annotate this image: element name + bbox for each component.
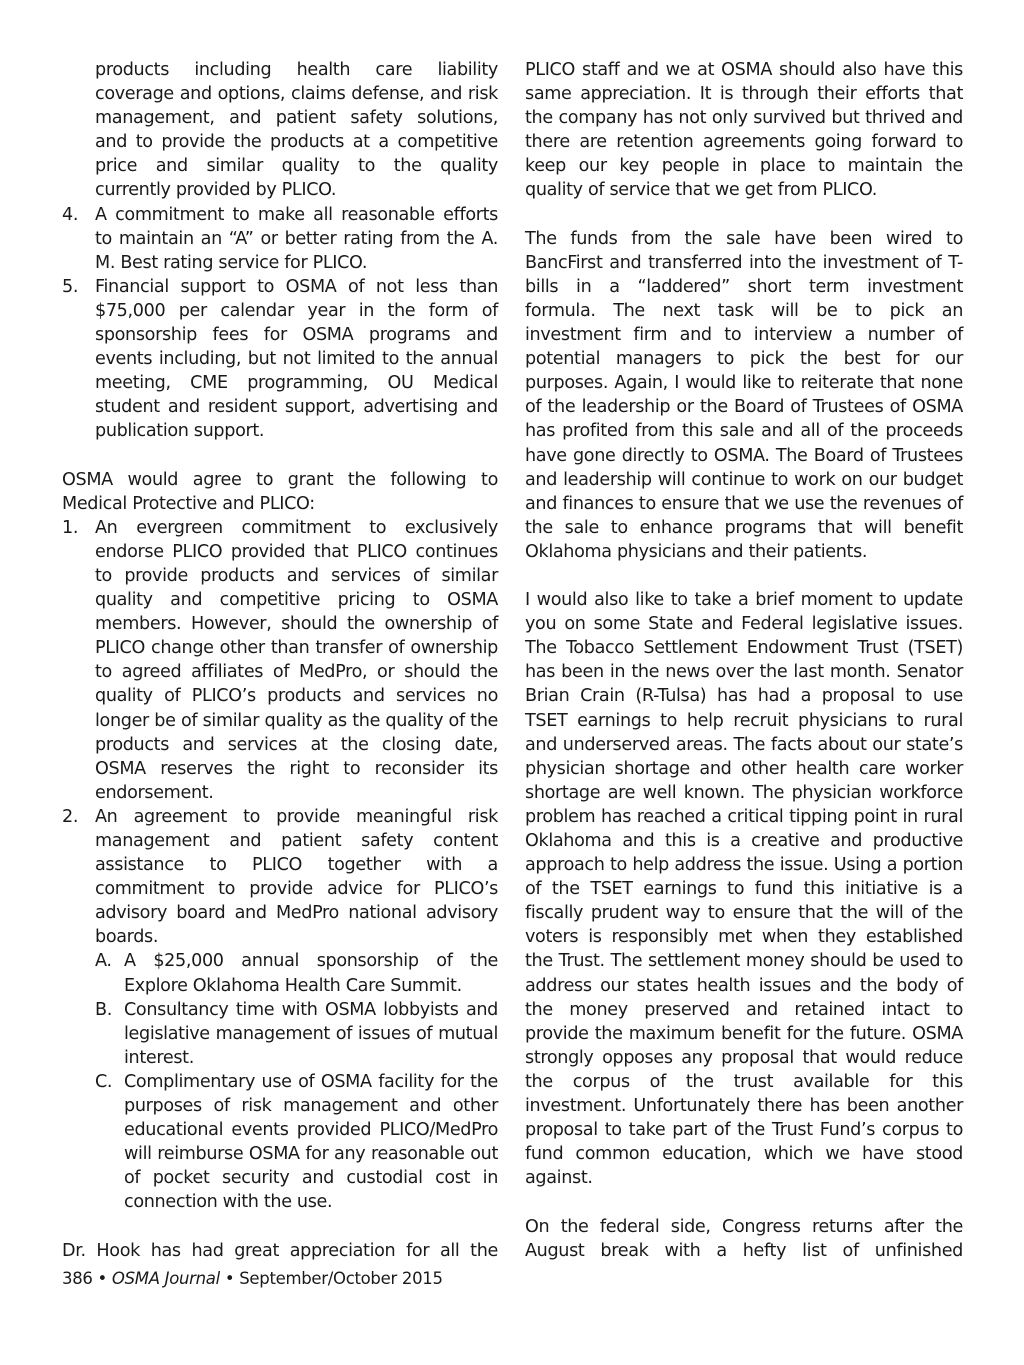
publication-name: OSMA Journal <box>111 1269 220 1288</box>
list-number: 4. <box>62 204 79 225</box>
sub-item-a <box>62 949 498 997</box>
sub-item-text: Consultancy time with OSMA lobbyists and legislative management of issues of mutual interest. <box>124 999 498 1068</box>
page-number: 386 <box>62 1269 93 1288</box>
page-footer <box>62 1269 443 1288</box>
right-column <box>525 58 963 1263</box>
list-item-text: An agreement to provide meaningful risk management and patient safety content assistance to PLICO together with a commitment to provide advice for PLICO’s advisory board and MedPro national advisory boards. <box>95 806 498 948</box>
grant-item-1 <box>62 516 498 805</box>
sub-item-b <box>62 998 498 1070</box>
bullet-separator: • <box>92 1269 112 1288</box>
paragraph-gap <box>525 564 963 588</box>
list-item-text: An evergreen commitment to exclusively endorse PLICO provided that PLICO continues to provide products and services of similar quality and competitive pricing to OSMA members. However, should the ownership of PLICO change other than transfer of ownership to agreed affiliates of MedPro, or should the quality of PLICO’s products and services no longer be of similar quality as the quality of the products and services at the closing date, OSMA reserves the right to reconsider its endorsement. <box>95 517 498 803</box>
paragraph-gap <box>62 444 498 468</box>
list-number: 1. <box>62 517 79 538</box>
sub-item-c <box>62 1070 498 1215</box>
paragraph-funds: The funds from the sale have been wired to BancFirst and transferred into the investment of T-bills in a “laddered” short term investment formula. The next task will be to pick an investment firm and to interview a number of potential managers to pick the best for our purposes. Again, I would like to reiterate that none of the leadership or the Board of Trustees of OSMA has profited from this sale and all of the proceeds have gone directly to OSMA. The Board of Trustees and leadership will continue to work on our budget and finances to ensure that we use the revenues of the sale to enhance programs that will benefit Oklahoma physicians and their patients. <box>525 228 963 562</box>
sub-list-letter: A. <box>95 951 112 972</box>
list-item-3-continuation: products including health care liability coverage and options, claims defense, and risk management, and patient safety solutions, and to provide the products at a competitive price and similar quality to the quality currently provided by PLICO. <box>95 60 498 201</box>
grant-item-2 <box>62 805 498 950</box>
issue-date: September/October 2015 <box>239 1269 443 1288</box>
sub-item-text: A $25,000 annual sponsorship of the Explore Oklahoma Health Care Summit. <box>124 951 498 996</box>
paragraph-legislative: I would also like to take a brief moment to update you on some State and Federal legislative issues. The Tobacco Settlement Endowment Trust (TSET) has been in the news over the last month. Senator Brian Crain (R-Tulsa) has had a proposal to use TSET earnings to help recruit physicians to rural and underserved areas. The facts about our state’s physician shortage and other health care worker shortage are well known. The physician workforce problem has reached a critical tipping point in rural Oklahoma and this is a creative and productive approach to help address the issue. Using a portion of the TSET earnings to fund this initiative is a fiscally prudent way to ensure that the will of the voters is responsibly met when they established the Trust. The settlement money should be used to address our states health issues and the body of the money preserved and retained intact to provide the maximum benefit for the future. OSMA strongly opposes any proposal that would reduce the corpus of the trust available for this investment. Unfortunately there has been another proposal to take part of the Trust Fund’s corpus to fund common education, which we have stood against. <box>525 590 963 1189</box>
closing-paragraph: Dr. Hook has had great appreciation for all the <box>62 1240 498 1261</box>
paragraph-gap <box>62 1215 498 1239</box>
sub-list-letter: C. <box>95 1071 113 1092</box>
sub-item-text: Complimentary use of OSMA facility for the purposes of risk management and other educational events provided PLICO/MedPro will reimburse OSMA for any reasonable out of pocket security and custodial cost in connection with the use. <box>124 1071 498 1213</box>
paragraph-gap <box>525 1190 963 1214</box>
list-item-5 <box>62 275 498 444</box>
list-number: 2. <box>62 806 79 827</box>
paragraph-plico-staff: PLICO staff and we at OSMA should also have this same appreciation. It is through their efforts that the company has not only survived but thrived and there are retention agreements going forward to keep our key people in place to maintain the quality of service that we get from PLICO. <box>525 60 963 201</box>
list-item-text: A commitment to make all reasonable efforts to maintain an “A” or better rating from the A. M. Best rating service for PLICO. <box>95 204 498 273</box>
list-number: 5. <box>62 276 79 297</box>
list-item-4 <box>62 203 498 275</box>
left-column <box>62 58 498 1263</box>
bullet-separator: • <box>219 1269 240 1288</box>
paragraph-gap <box>525 203 963 227</box>
sub-list-letter: B. <box>95 999 112 1020</box>
grant-intro-paragraph: OSMA would agree to grant the following to Medical Protective and PLICO: <box>62 469 498 514</box>
list-item-text: Financial support to OSMA of not less than $75,000 per calendar year in the form of sponsorship fees for OSMA programs and events including, but not limited to the annual meeting, CME programming, OU Medical student and resident support, advertising and publication support. <box>95 276 498 442</box>
paragraph-federal: On the federal side, Congress returns after the August break with a hefty list of unfinished <box>525 1216 963 1261</box>
